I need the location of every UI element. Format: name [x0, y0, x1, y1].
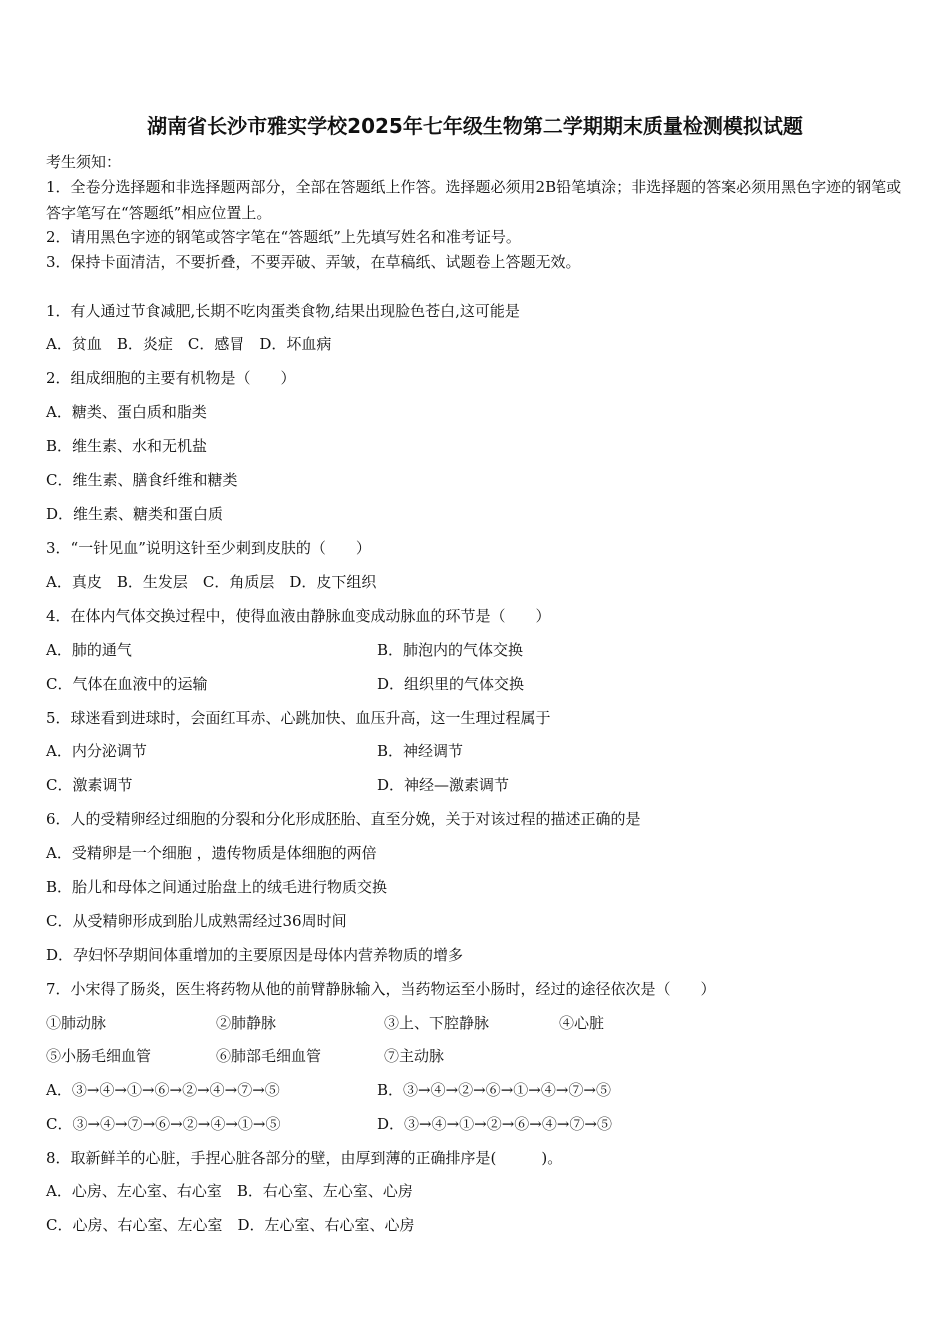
- q2-option-d: D．维生素、糖类和蛋白质: [46, 505, 224, 523]
- q3-options: A．真皮 B．生发层 C．角质层 D．皮下组织: [46, 573, 377, 591]
- q6-option-b: B．胎儿和母体之间通过胎盘上的绒毛进行物质交换: [46, 878, 388, 896]
- q2-option-b: B．维生素、水和无机盐: [46, 437, 208, 455]
- q7-option-a: A．③→④→①→⑥→②→④→⑦→⑤: [46, 1081, 280, 1099]
- notice-item-2: 2．请用黑色字迹的钢笔或答字笔在“答题纸”上先填写姓名和准考证号。: [46, 228, 521, 246]
- q2-option-a: A．糖类、蛋白质和脂类: [46, 403, 207, 421]
- q6-option-c: C．从受精卵形成到胎儿成熟需经过36周时间: [46, 912, 347, 930]
- q8-options-ab: A．心房、左心室、右心室 B．右心室、左心室、心房: [46, 1182, 413, 1200]
- q3-stem: 3．“一针见血”说明这针至少刺到皮肤的（ ）: [46, 539, 371, 557]
- q7-option-c: C．③→④→⑦→⑥→②→④→①→⑤: [46, 1115, 281, 1133]
- q7-option-d: D．③→④→①→②→⑥→④→⑦→⑤: [377, 1115, 613, 1133]
- q4-stem: 4．在体内气体交换过程中，使得血液由静脉血变成动脉血的环节是（ ）: [46, 607, 551, 625]
- q7-item-3: ③上、下腔静脉: [384, 1014, 490, 1032]
- q1-options: A．贫血 B．炎症 C．感冒 D．坏血病: [46, 335, 332, 353]
- q6-option-d: D．孕妇怀孕期间体重增加的主要原因是母体内营养物质的增多: [46, 946, 464, 964]
- q6-stem: 6．人的受精卵经过细胞的分裂和分化形成胚胎、直至分娩，关于对该过程的描述正确的是: [46, 810, 641, 828]
- q6-option-a: A．受精卵是一个细胞 ，遗传物质是体细胞的两倍: [46, 844, 377, 862]
- q7-item-4: ④心脏: [559, 1014, 605, 1032]
- q5-option-b: B．神经调节: [377, 742, 464, 760]
- q7-option-b: B．③→④→②→⑥→①→④→⑦→⑤: [377, 1081, 612, 1099]
- q1-stem: 1．有人通过节食减肥,长期不吃肉蛋类食物,结果出现脸色苍白,这可能是: [46, 302, 520, 320]
- notice-heading: 考生须知：: [46, 153, 122, 171]
- q5-option-a: A．内分泌调节: [46, 742, 147, 760]
- notice-item-1: 1．全卷分选择题和非选择题两部分，全部在答题纸上作答。选择题必须用2B铅笔填涂；非选择题的答案必须用黑色字迹的钢笔或答字笔写在“答题纸”相应位置上。: [46, 178, 902, 222]
- q7-stem: 7．小宋得了肠炎，医生将药物从他的前臂静脉输入，当药物运至小肠时，经过的途径依次是（ ）: [46, 980, 716, 998]
- q4-option-b: B．肺泡内的气体交换: [377, 641, 524, 659]
- notice-item-3: 3．保持卡面清洁，不要折叠，不要弄破、弄皱，在草稿纸、试题卷上答题无效。: [46, 253, 581, 271]
- q5-stem: 5．球迷看到进球时，会面红耳赤、心跳加快、血压升高，这一生理过程属于: [46, 709, 551, 727]
- q4-option-a: A．肺的通气: [46, 641, 132, 659]
- q7-item-5: ⑤小肠毛细血管: [46, 1047, 152, 1065]
- q5-option-d: D．神经—激素调节: [377, 776, 510, 794]
- q4-option-d: D．组织里的气体交换: [377, 675, 525, 693]
- q8-options-cd: C．心房、右心室、左心室 D．左心室、右心室、心房: [46, 1216, 415, 1234]
- q4-option-c: C．气体在血液中的运输: [46, 675, 208, 693]
- q7-item-6: ⑥肺部毛细血管: [216, 1047, 322, 1065]
- q7-item-7: ⑦主动脉: [384, 1047, 445, 1065]
- q7-item-1: ①肺动脉: [46, 1014, 107, 1032]
- q5-option-c: C．激素调节: [46, 776, 133, 794]
- q8-stem: 8．取新鲜羊的心脏，手捏心脏各部分的壁，由厚到薄的正确排序是( )。: [46, 1149, 563, 1167]
- page-title: 湖南省长沙市雅实学校2025年七年级生物第二学期期末质量检测模拟试题: [147, 114, 803, 138]
- q7-item-2: ②肺静脉: [216, 1014, 277, 1032]
- q2-stem: 2．组成细胞的主要有机物是（ ）: [46, 369, 296, 387]
- q2-option-c: C．维生素、膳食纤维和糖类: [46, 471, 238, 489]
